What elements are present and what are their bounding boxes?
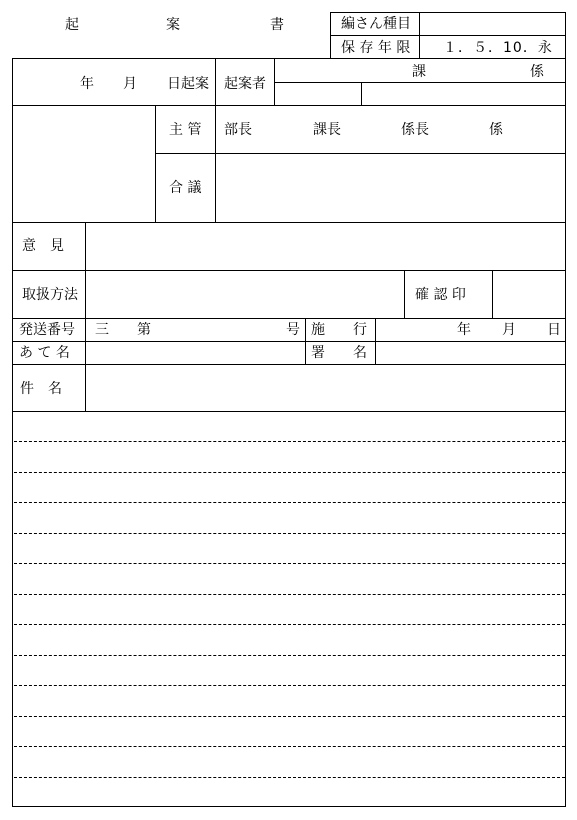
handling-label: 取扱方法 [22,287,78,303]
row-line-341 [12,341,566,342]
retention-options[interactable]: １．５．10．永 [443,40,553,56]
enforce-year-label: 年 [457,322,471,338]
title-char-2: 案 [166,17,180,33]
body-ruled-line [14,441,565,442]
role-section-chief: 課長 [313,122,341,138]
body-ruled-line [14,594,565,595]
enforce-label: 施 行 [311,322,367,338]
form-bottom-border [12,806,566,807]
title-char-3: 書 [270,17,284,33]
signature-label: 署 名 [311,345,367,361]
role-staff: 係 [489,122,503,138]
body-ruled-line [14,777,565,778]
row-line-153 [155,153,566,154]
body-ruled-line [14,472,565,473]
body-ruled-line [14,502,565,503]
signature-field[interactable] [377,343,563,363]
subject-label: 件 名 [20,381,62,397]
handling-field[interactable] [87,272,403,317]
col-line-305 [305,318,306,365]
header-box-divider [419,12,420,59]
enforce-month-label: 月 [502,322,516,338]
col-line-215 [215,58,216,223]
body-ruled-line [14,533,565,534]
consult-field[interactable] [217,155,563,221]
col-line-85 [85,222,86,412]
confirm-seal-field[interactable] [494,272,563,317]
drafter-seal-field[interactable] [363,84,564,104]
row-line-318 [12,318,566,319]
confirm-seal-label: 確 認 印 [415,287,466,303]
opinion-label: 意 見 [22,238,64,254]
dispatch-number-field[interactable] [152,320,282,340]
enforce-date-field[interactable] [377,320,563,340]
subsection-label: 係 [530,64,544,80]
dispatch-dai: 第 [137,322,151,338]
drafter-mid-line [274,82,566,83]
role-subsection-chief: 係長 [401,122,429,138]
main-label: 主 管 [169,122,202,138]
form-right-border [565,12,566,807]
subject-field[interactable] [87,366,563,410]
form-top-border [12,58,566,59]
body-ruled-line [14,716,565,717]
classification-label: 編さん種目 [341,16,411,32]
col-line-492 [492,270,493,319]
col-line-274 [274,58,275,106]
row-line-270 [12,270,566,271]
addressee-field[interactable] [87,343,303,363]
draft-day-label: 日起案 [167,76,209,92]
col-line-375 [375,318,376,365]
dispatch-san: 三 [95,322,109,338]
row-line-222 [12,222,566,223]
row-line-105 [12,105,566,106]
col-line-361 [361,82,362,106]
dispatch-number-label: 発送番号 [19,322,75,338]
body-ruled-line [14,563,565,564]
retention-label: 保 存 年 限 [341,40,411,56]
header-box-top [330,12,566,13]
opinion-field[interactable] [87,224,563,269]
addressee-label: あ て 名 [19,345,70,361]
consult-label: 合 議 [169,180,202,196]
drafter-label: 起案者 [224,76,266,92]
row-line-364 [12,364,566,365]
header-box-left [330,12,331,59]
body-ruled-line [14,655,565,656]
body-ruled-line [14,685,565,686]
draft-month-label: 月 [123,76,137,92]
drafter-name-field[interactable] [276,84,360,104]
classification-field[interactable] [421,14,563,34]
header-box-middle [330,35,566,36]
col-line-155 [155,105,156,223]
body-ruled-line [14,746,565,747]
enforce-day-label: 日 [547,322,561,338]
section-label: 課 [412,64,426,80]
col-line-404 [404,270,405,319]
draft-year-label: 年 [80,76,94,92]
body-ruled-line [14,624,565,625]
title-char-1: 起 [65,17,79,33]
role-department-head: 部長 [224,122,252,138]
dispatch-go: 号 [286,322,300,338]
